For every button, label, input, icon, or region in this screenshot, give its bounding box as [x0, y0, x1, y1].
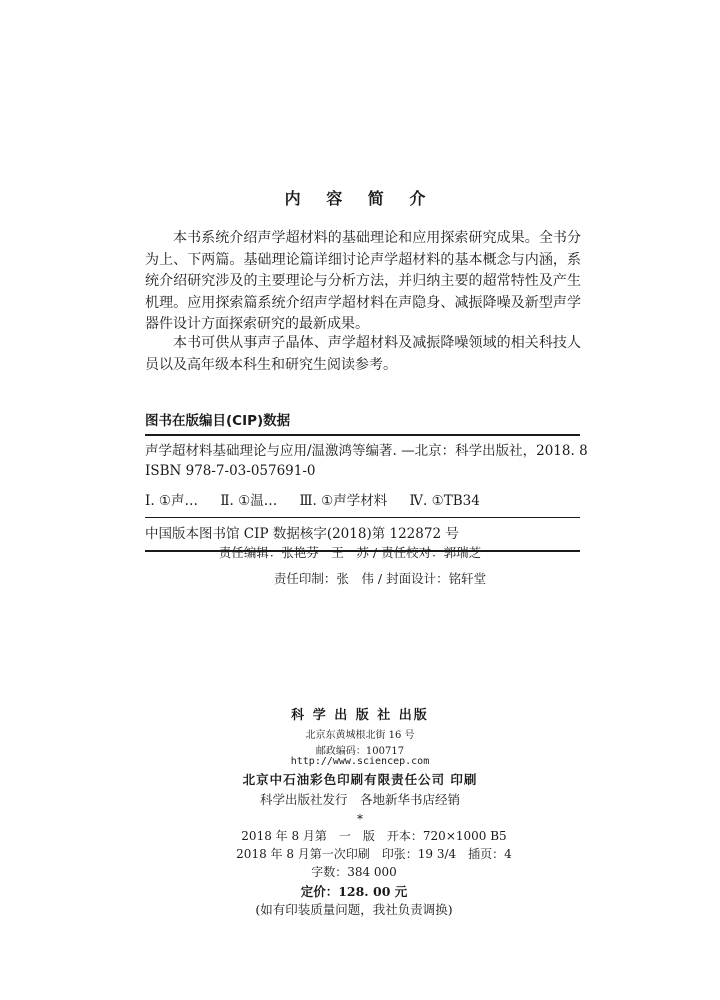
editors-line-1: 责任编辑：张艳芬 王 苏 / 责任校对：郭瑞芝: [218, 545, 482, 560]
cip-classifications: [145, 481, 580, 517]
publisher-address: 北京东黄城根北街 16 号: [305, 730, 415, 741]
cip-heading: 图书在版编目(CIP)数据: [145, 413, 291, 429]
cip-class-3: Ⅲ. ①声学材料: [299, 493, 388, 509]
summary-title: 内 容 简 介: [284, 189, 436, 208]
cip-class-4: Ⅳ. ①TB34: [409, 493, 480, 509]
summary-paragraph-2: 本书可供从事声子晶体、声学超材料及减振降噪领域的相关科技人员以及高年级本科生和研究生阅读参考。: [145, 335, 581, 373]
publisher: 科 学 出 版 社 出版: [291, 708, 429, 723]
price: 定价：128. 00 元: [300, 884, 408, 899]
cip-record: [145, 436, 588, 481]
summary-paragraph-1: 本书系统介绍声学超材料的基础理论和应用探索研究成果。全书分为上、下两篇。基础理论篇详细讨论声学超材料的基本概念与内涵，系统介绍研究涉及的主要理论与分析方法，并归纳主要的超常特性及产生机理。应用探索篇系统介绍声学超材料在声隐身、减振降噪及新型声学器件设计方面探索研究的最新成果。: [145, 230, 581, 332]
quality-notice: (如有印装质量问题，我社负责调换): [255, 902, 453, 917]
cip-class-1: Ⅰ. ①声…: [145, 493, 199, 509]
word-count: 字数：384 000: [311, 865, 397, 879]
publisher-website: http://www.sciencep.com: [290, 756, 430, 767]
separator-star: *: [357, 812, 363, 826]
cip-class-2: Ⅱ. ①温…: [220, 493, 278, 509]
cip-block: [145, 409, 588, 552]
cip-record-line: 声学超材料基础理论与应用/温激鸿等编著. —北京：科学出版社，2018. 8: [145, 443, 588, 459]
distribution: 科学出版社发行 各地新华书店经销: [259, 792, 460, 807]
postcode: 邮政编码：100717: [315, 746, 405, 757]
edition-line-1: 2018 年 8 月第 一 版 开本：720×1000 B5: [241, 829, 507, 843]
edition-line-2: 2018 年 8 月第一次印刷 印张：19 3/4 插页：4: [236, 847, 512, 861]
cip-isbn: ISBN 978-7-03-057691-0: [145, 463, 316, 479]
editors-line-2: 责任印制：张 伟 / 封面设计：铭轩堂: [273, 571, 487, 586]
printer: 北京中石油彩色印刷有限责任公司 印刷: [242, 772, 478, 787]
cip-verification: 中国版本图书馆 CIP 数据核字(2018)第 122872 号: [145, 526, 459, 542]
